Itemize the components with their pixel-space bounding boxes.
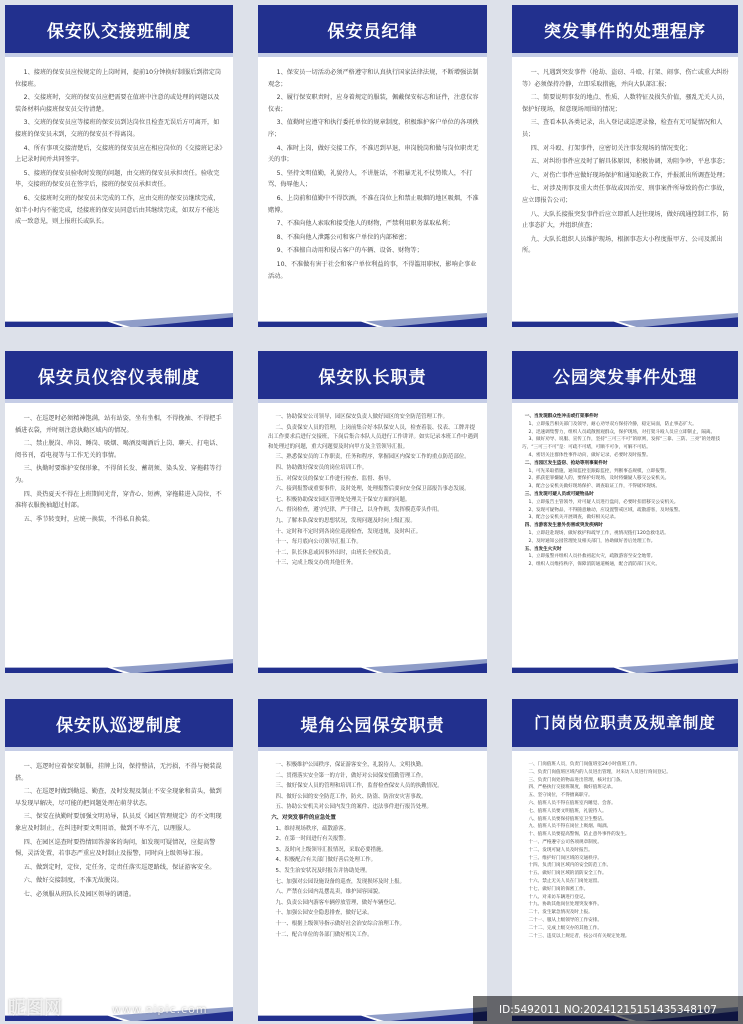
rule-item: 六、接到报警或重要事件，及时处理，处理报警后要向安全保卫部报告事态发展。: [275, 486, 470, 493]
panel-title: 门岗岗位职责及规章制度: [534, 714, 716, 732]
rule-item: 五、坚守岗位，不得擅离职守。: [528, 793, 593, 799]
panel-park-emergency: [512, 351, 738, 673]
rule-item: 二、负责保安人员的管理，上岗前集合好本队保安人员，检查着装、仪表、工牌并提出工作要求后进行交接班，下岗后集合本队人员进行工作讲评。如实记录本班工作中遇到和处理过的问题，重大问题要及时向甲方及主管领导汇报。: [268, 424, 479, 450]
rule-item: 十、值班人员要提高警惕，防止意外事件的发生。: [528, 832, 630, 838]
panel-patrol-rules: [5, 699, 233, 1021]
rule-item: 2、组织人员维持秩序，保障消防通道畅通，配合消防部门灭火。: [528, 562, 660, 568]
rule-item: 5、发生治安状况及时报告并协助处理。: [275, 867, 371, 874]
panel-footer-decoration: [5, 659, 233, 673]
rule-item: 十三、完成上级交办的其他任务。: [275, 560, 357, 567]
rule-item: 六、值班人员不得在值班室内睡觉、会客。: [528, 800, 616, 806]
rule-item: 九、了解本队保安的思想状况，发现问题及时向上级汇报。: [275, 517, 416, 524]
rule-item: 十、加强公园安全隐患排查，做好记录。: [275, 910, 373, 917]
panel-body: [268, 67, 479, 309]
rule-item: 十一、每月底向公司领导汇报工作。: [275, 539, 362, 546]
rule-item: 4、积极配合有关部门做好善后处理工作。: [275, 857, 377, 864]
rule-item: 2、履行保安职责时，应身着规定的服装，佩戴保安标志和证件，注意仪容仪表；: [268, 94, 479, 113]
panel-footer-decoration: [258, 659, 487, 673]
rule-item: 二十一、服从上级领导的工作安排。: [528, 917, 602, 923]
rule-item: 九、大队长组织人员维护现场，根据事态大小程度报甲方、公司及派出所。: [522, 235, 723, 255]
rule-item: 四、炎热夏天不得在上班期间光背，穿背心、短裤，穿拖鞋进入岗位，不准将衣服挽袖超过肘部。: [15, 490, 222, 510]
panel-title: 保安员纪律: [327, 22, 418, 42]
panel-shift-handover: [5, 5, 233, 327]
rule-item: 二十二、完成上级交办的其他工作。: [528, 925, 602, 931]
panel-guard-discipline: [258, 5, 487, 327]
rule-item: 三、负责门岗处的物品进出管理，核对出门条。: [528, 777, 625, 783]
header-underline-stripe: [512, 747, 738, 751]
rule-item: 八、大队长接报突发事件后应立即派人赶往现场，做好疏通控制工作，防止事态扩大，并组织侦查；: [522, 210, 729, 230]
header-underline-stripe: [512, 399, 738, 403]
panel-footer-decoration: [258, 313, 487, 327]
rule-item: 一、积极维护公园秩序，保证游客安全，礼貌待人，文明执勤。: [275, 762, 427, 768]
rule-item: 一、凡遇到突发事件（抢劫、盗窃、斗殴、打架、闹事、伤亡或重大纠纷等）必须保持冷静，立即采取措施，并向大队部汇报；: [522, 69, 729, 88]
rule-item: 一、协助保安公司领导，园区保安负责人做好园区的安全防范管理工作。: [275, 414, 449, 420]
rule-item: 十二、队长休息或因事外出时，由班长全权负责。: [275, 549, 395, 556]
panel-header: [512, 5, 738, 53]
panel-title: 保安队巡逻制度: [56, 716, 182, 736]
rule-item: 二、当园区发生盗窃、抢劫等刑事案件时: [524, 460, 608, 466]
rule-item: 十二、配合单位的各部门做好相关工作。: [275, 931, 373, 938]
panel-body: [15, 413, 225, 655]
panel-footer-decoration: [512, 313, 738, 327]
nipic-url-watermark: www.nipic.com: [112, 1003, 208, 1016]
panel-title: 保安员仪容仪表制度: [38, 368, 200, 388]
panel-body: [268, 413, 479, 655]
rule-item: 4、所有事项交接清楚后，交接班的保安员应在相应岗位的《交接班记录》上记录时间并共同签字。: [15, 144, 223, 164]
rule-item: 七、对涉及刑事及重大责任事故或因治安、刑事案件所导致的伤亡事故，应立即报告公司；: [522, 185, 729, 204]
panel-body: [15, 761, 225, 1003]
rule-item: 八、督岗检查，遵守纪律，严于律己，以身作则，发挥模范带头作用。: [275, 507, 443, 514]
rule-item: 3、配合公安机关做好现场保护、调查取证工作，不得破坏现场。: [528, 484, 660, 490]
rule-item: 3、交班的保安员应等接班的保安员到达岗位且检查无误后方可离开，如接班的保安员未到，交班的保安员不得离岗。: [15, 119, 220, 138]
rule-item: 1、立即报警并组织人员扑救初起火灾，疏散游客至安全地带。: [528, 554, 656, 560]
header-underline-stripe: [5, 399, 233, 403]
rule-item: 六、对伤亡事件应做好现场保护和通知抢救工作，并报派出所调查处理；: [530, 171, 729, 179]
rule-item: 3、及时向上级领导汇报情况，采取必要措施。: [275, 846, 387, 853]
header-underline-stripe: [5, 53, 233, 57]
rule-item: 二、在巡逻时做到勤巡、勤查，及时发现及制止不安全现象和苗头，做到早发现早解决，尽可能的把问题处理在萌芽状态。: [15, 788, 222, 807]
rule-item: 十四、负责门岗区域内的安全防范工作。: [528, 863, 612, 869]
rule-item: 2、交接班时，交班的保安员应把需要在值班中注意的或处理的问题以及装备材料向接班保安员交待清楚。: [15, 94, 220, 113]
rule-item: 1、立即报告相关部门及领导，耐心劝导双方保持冷静，稳定局面，防止事态扩大。: [528, 421, 697, 427]
rule-item: 1、立即赶赴现场，做好救护和疏导工作，视情况拨打120急救电话。: [528, 530, 669, 536]
rule-item: 五、对保安员的保安工作进行检查、监督、指导。: [275, 475, 395, 482]
rule-item: 三、执勤时要维护安保形象，不得留长发、蓄胡须、染头发、穿拖鞋等行为。: [15, 465, 222, 484]
rule-item: 四、对斗殴、打架事件，应密切关注事发现场的情况变化；: [530, 144, 692, 152]
rule-item: 七、加强对公园设施设备的巡查，发现损坏及时上报。: [275, 878, 405, 885]
rule-item: 四、严格执行交接班制度，做好值班记录。: [528, 785, 616, 791]
rule-item: 二十三、违反以上规定者，按公司有关规定处理。: [528, 933, 630, 939]
rule-item: 9、不准擅自动用和侵占客户的车辆、设备、财物等；: [276, 247, 423, 255]
panel-title: 突发事件的处理程序: [544, 22, 706, 42]
rule-item: 6、上岗前和值勤中不得饮酒，不准在岗位上和禁止吸烟的地区吸烟，不准赌博。: [268, 194, 479, 214]
header-underline-stripe: [512, 53, 738, 57]
rule-item: 3、配合公安机关开展调查，做好相关记录。: [528, 515, 619, 521]
panel-body: [268, 761, 479, 1003]
rule-item: 1、保安员一切活动必须严格遵守和认真执行国家法律法规，不断增强法制观念；: [268, 69, 479, 88]
rule-item: 七、值班人员要文明值班，礼貌待人。: [528, 808, 607, 814]
panel-captain-duties: [258, 351, 487, 673]
rule-item: 三、查看本队各类记录，出入登记或巡逻录像，检查有无可疑情况和人员；: [522, 119, 723, 138]
rule-item: 二、禁止脱岗、串岗、睡岗、吸烟、喝酒及喝酒后上岗、聊天、打电话、阅书刊，看电视等与工作无关的事情。: [15, 440, 222, 459]
rule-item: 八、值班人员要保持值班室卫生整洁。: [528, 816, 607, 822]
panel-body: [522, 413, 730, 655]
rule-item: 1、立即报告主管领导，对可疑人员进行盘问，必要时扣留移交公安机关。: [528, 499, 679, 505]
rule-item: 二、简要说明事发的地点、性质、人数特征及损失价值，骚乱无关人员，保护好现场，留意现场周围的情况；: [522, 94, 729, 113]
panel-body: [522, 67, 730, 309]
header-underline-stripe: [258, 53, 487, 57]
rule-item: 3、做好劝导、说服、宣传工作，坚持“三可三不可”的原则，发挥“三靠、三防、三亮”的处理技巧，“三可三不可”是：可疏不可堵，可顺不可争，可解不可结。: [522, 437, 721, 451]
rule-item: 2、抓获犯罪嫌疑人的，要保护好现场，及时将嫌疑人移交公安机关。: [528, 476, 670, 482]
rule-item: 三、当发现可疑人员或可疑物品时: [524, 491, 594, 497]
rule-item: 九、值班人员不得在岗位上吸烟、喝酒。: [528, 824, 612, 830]
header-underline-stripe: [258, 747, 487, 751]
rule-item: 十一、严格遵守公司各项规章制度。: [528, 839, 602, 845]
rule-item: 十二、发现可疑人员及时报告。: [528, 847, 593, 853]
panel-header: [5, 351, 233, 399]
rule-item: 十五、做好门岗区域的消防安全工作。: [528, 871, 607, 877]
rule-item: 2、发现可疑物品，不得随意触动，应设置警戒区域，疏散游客，及时报警。: [528, 507, 683, 513]
rule-item: 5、接班的保安员验收时发现的问题，由交班的保安员承担责任。验收完毕，交接班的保安员在签字后，接班的保安员承担责任。: [15, 169, 220, 189]
rule-item: 10、不准做有害于社会和客户单位利益的事，不得滥用职权，影响企事业活动。: [268, 260, 477, 280]
rule-item: 三、做好保安人员的管理和培训工作，监督检查保安人员的执勤情况。: [275, 783, 443, 790]
panel-title: 保安队交接班制度: [47, 22, 191, 42]
rule-item: 十八、对来访车辆进行登记。: [528, 894, 589, 900]
rule-item: 一、在巡逻时必须精神饱满，站有站姿，坐有坐相，不得挽袖、不得把手插进衣袋，并时刻注意执勤区域内的情况。: [15, 415, 222, 434]
rule-item: 八、严禁在公园内乱摆乱卖，维护园容园貌。: [275, 889, 384, 896]
rule-item: 十、定时和不定时到各岗位巡视检查，发现违规，及时纠正。: [275, 528, 422, 535]
panel-body: [15, 67, 225, 309]
rule-item: 2、迅速调集警力，组织人员疏散围观群众，保护现场，对打架斗殴人员应立即制止，隔离。: [528, 429, 716, 435]
panel-emergency-procedure: [512, 5, 738, 327]
rule-item: 十六、禁止无关人员在门岗处逗留。: [528, 878, 602, 884]
rule-item: 十七、做好门岗的保密工作。: [528, 886, 589, 892]
rule-item: 二、贯彻落实安全第一的方针，做好对公园保安值勤管理工作。: [275, 772, 427, 779]
panel-title: 堤角公园保安职责: [300, 716, 445, 736]
panel-appearance-rules: [5, 351, 233, 673]
rule-item: 一、当发现群众性冲击或打架事件时: [524, 414, 599, 419]
rule-item: 7、不准向他人索取和接受他人的财物，严禁利用职务谋取私利；: [276, 220, 454, 228]
panel-header: [5, 699, 233, 747]
rule-item: 九、负责公园内游客车辆停放管理，做好车辆登记。: [275, 899, 400, 906]
rule-item: 五、对纠纷事件应及时了解具体原因，积极协调，劝阻争吵，平息事态；: [530, 158, 729, 166]
rule-item: 二、负责门岗值班区域内的人员进出管理，对来访人员进行询问登记。: [528, 769, 671, 775]
rule-item: 3、值勤时应遵守和执行委托单位的规章制度，积极维护客户单位的各项秩序；: [268, 119, 479, 138]
rule-item: 1、可先采取措施，通知监控室跟踪监控，判断事态规模，立即报警。: [528, 468, 670, 474]
rule-item: 六、做好交接制度，不准无故脱岗。: [23, 877, 123, 885]
image-id-banner: ID:5492011 NO:20241215151435348107: [473, 996, 743, 1024]
rule-item: 4、准时上岗，做好交接工作，不准迟到早退，串岗脱岗和做与岗位职责无关的事；: [268, 144, 479, 164]
rule-item: 5、坚持文明值勤，礼貌待人，不讲脏话，不粗暴无礼不仗势欺人，不打骂、侮辱他人；: [268, 169, 473, 189]
rule-item: 七、积极协助保安园区管理处处理关于保安方面的问题。: [275, 496, 411, 503]
panel-header: [258, 351, 487, 399]
panel-header: [5, 5, 233, 53]
rule-item: 一、门岗值班人员，负责门岗值班室24小时值班工作。: [528, 762, 640, 767]
rule-item: 五、季节转变时，应统一换装，不得私自换装。: [23, 515, 154, 523]
rule-item: 4、密切关注群体性事件动向，做好记录，必要时及时报警。: [528, 452, 651, 458]
panel-title: 公园突发事件处理: [553, 368, 697, 388]
rule-item: 五、做到定时，定位，定任务，定责任落实巡逻路线，保证游客安全。: [23, 863, 216, 871]
rule-item: 2、及时通知公园管理处及相关部门，协助做好善后处理工作。: [528, 538, 656, 544]
rule-item: 二十、发生紧急情况及时上报。: [528, 910, 593, 916]
header-underline-stripe: [5, 747, 233, 751]
panel-footer-decoration: [5, 313, 233, 327]
rule-item: 三、熟悉保安员的工作职责，任务和程序，掌握园区内保安工作的重点防范部位。: [275, 454, 470, 461]
rule-item: 三、保安在执勤时要加强文明劝导，队员反《园区管理规定》的不文明现象应及时制止，在纠违时要文明用语，做到不卑不亢，以理服人。: [15, 813, 222, 832]
rule-item: 四、在园区巡查时要热情回答游客的询问，如发现可疑情况，应提高警惕，灵活处置，若事态严重应及时制止及报警，同时向上级领导汇报。: [15, 838, 216, 858]
rule-item: 五、当发生火灾时: [524, 546, 562, 552]
rule-item: 十九、协助其他岗位处理突发事件。: [528, 902, 602, 908]
rule-item: 四、协助做好保安员的岗位培训工作。: [275, 464, 368, 471]
rule-item: 1、维持现场秩序，疏散游客。: [275, 825, 350, 832]
rule-item: 1、接班的保安员应按规定的上岗时间，提前10分钟换好制服后到指定岗位接班。: [15, 69, 222, 88]
rule-item: 五、协助公安机关对公园内发生的案件、违法事件进行报告处理。: [275, 804, 432, 811]
panel-header: [258, 5, 487, 53]
header-underline-stripe: [258, 399, 487, 403]
rule-item: 七、必须服从班队长及园区领导的调遣。: [23, 890, 136, 898]
rule-item: 6、交接班时交班的保安员未完成的工作，应由交班的保安员继续完成，如半小时内不能完成，经接班的保安员同意后由其继续完成，如双方不能达成一致意见，则上报班长或队长。: [15, 194, 220, 226]
panel-dijiao-park-duties: [258, 699, 487, 1021]
panel-header: [512, 351, 738, 399]
rule-item: 一、巡逻时应着保安制服，挂牌上岗，保持整洁，无污损，不得与便装混搭。: [15, 763, 222, 782]
panel-body: [522, 761, 730, 1003]
panel-header: [512, 699, 738, 747]
panel-footer-decoration: [258, 1007, 487, 1021]
panel-header: [258, 699, 487, 747]
rule-item: 8、不准向他人泄露公司和客户单位的内部秘密；: [276, 233, 411, 241]
panel-title: 保安队长职责: [318, 368, 427, 388]
rule-item: 六、对突发事件的应急处置: [271, 814, 336, 821]
rule-item: 四、当游客发生意外伤害或突发疾病时: [524, 523, 603, 529]
rule-item: 四、做好公园的安全防范工作，防火、防盗、防治安灾害事故。: [275, 793, 427, 800]
rule-item: 十一、根据上级领导指示做好社会治安综合治理工作。: [275, 920, 405, 927]
panel-footer-decoration: [512, 659, 738, 673]
rule-item: 十三、维护好门岗区域的交通秩序。: [528, 855, 602, 861]
nipic-brand-watermark: 昵图网: [8, 998, 62, 1019]
panel-gate-post-rules: [512, 699, 738, 1021]
rule-item: 2、在第一时间进行有关报警。: [275, 836, 350, 843]
